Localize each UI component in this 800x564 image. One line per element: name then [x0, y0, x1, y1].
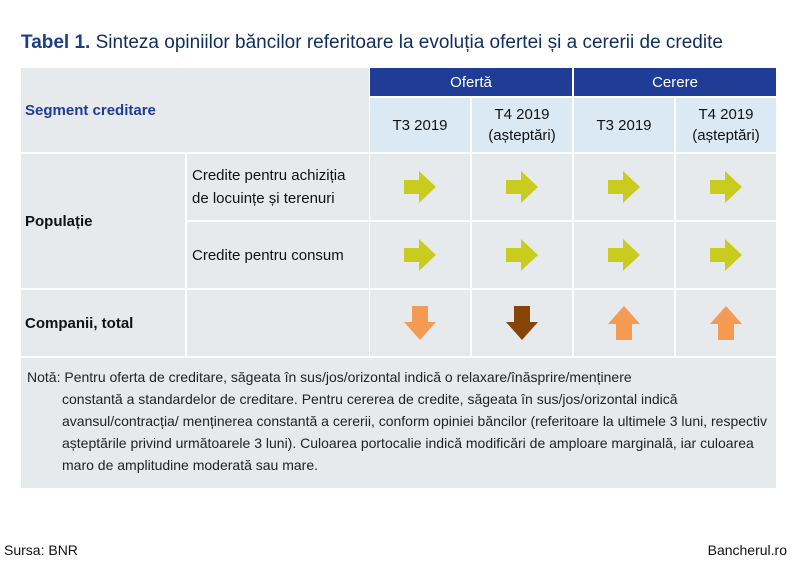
table-cell	[574, 222, 674, 288]
credit-opinion-table	[21, 68, 776, 488]
period-label: T3 2019	[596, 116, 652, 134]
period-header	[574, 98, 674, 152]
subrow-label-line: Credite pentru achiziția	[192, 167, 346, 184]
source-label: Sursa: BNR	[4, 542, 78, 558]
down-arrow-icon	[402, 304, 438, 342]
segment-header-label: Segment creditare	[25, 101, 156, 119]
group-header-oferta	[370, 68, 572, 96]
table-cell	[472, 154, 572, 220]
subrow-label-consum	[187, 222, 369, 288]
up-arrow-icon	[708, 304, 744, 342]
table-cell	[370, 154, 470, 220]
down-arrow-icon	[504, 304, 540, 342]
subrow-label-line: Credite pentru consum	[192, 246, 344, 264]
note-continuation: constantă a standardelor de creditare. Pentru cererea de credite, săgeata în sus/jos/orizontal indică avansul/contracția/ menținerea constantă a cererii, conform opiniei băncilor (referitoare la ultimele 3 luni, respectiv așteptările privind următoarele 3 luni). Culoarea portocalie indică modificări de amploare marginală, iar culoarea maro de amplitudine moderată sau mare.	[62, 391, 768, 473]
period-label: T3 2019	[392, 116, 448, 134]
table-cell	[574, 290, 674, 356]
row-category-populatie	[21, 154, 185, 288]
period-header	[370, 98, 470, 152]
table-title	[21, 32, 723, 54]
right-arrow-icon	[504, 169, 540, 205]
period-note: (așteptări)	[692, 127, 760, 144]
table-cell	[676, 222, 776, 288]
right-arrow-icon	[606, 169, 642, 205]
right-arrow-icon	[606, 237, 642, 273]
table-cell	[676, 290, 776, 356]
table-cell	[472, 222, 572, 288]
up-arrow-icon	[606, 304, 642, 342]
table-cell	[574, 154, 674, 220]
group-cerere-label: Cerere	[652, 73, 698, 91]
table-cell	[676, 154, 776, 220]
table-cell	[472, 290, 572, 356]
table-cell	[370, 290, 470, 356]
period-header	[676, 98, 776, 152]
right-arrow-icon	[504, 237, 540, 273]
period-header	[472, 98, 572, 152]
category-label: Populație	[25, 212, 93, 230]
subrow-label-line: de locuințe și terenuri	[192, 190, 335, 207]
table-number: Tabel 1.	[21, 32, 91, 53]
group-oferta-label: Ofertă	[450, 73, 492, 91]
table-caption: Sinteza opiniilor băncilor referitoare la evoluția ofertei și a cererii de credite	[95, 32, 723, 53]
site-watermark: Bancherul.ro	[707, 542, 787, 558]
period-label: T4 2019	[698, 106, 754, 123]
right-arrow-icon	[708, 169, 744, 205]
period-note: (așteptări)	[488, 127, 556, 144]
group-header-cerere	[574, 68, 776, 96]
empty-cell	[187, 290, 369, 356]
right-arrow-icon	[402, 169, 438, 205]
subrow-label-locuinte	[187, 154, 369, 220]
note-first-line: Notă: Pentru oferta de creditare, săgeata în sus/jos/orizontal indică o relaxare/înăsprire/menținere	[27, 369, 632, 385]
table-note	[21, 358, 776, 488]
table-cell	[370, 222, 470, 288]
row-category-companii	[21, 290, 185, 356]
segment-header	[21, 68, 369, 152]
right-arrow-icon	[402, 237, 438, 273]
right-arrow-icon	[708, 237, 744, 273]
category-label: Companii, total	[25, 314, 134, 332]
period-label: T4 2019	[494, 106, 550, 123]
